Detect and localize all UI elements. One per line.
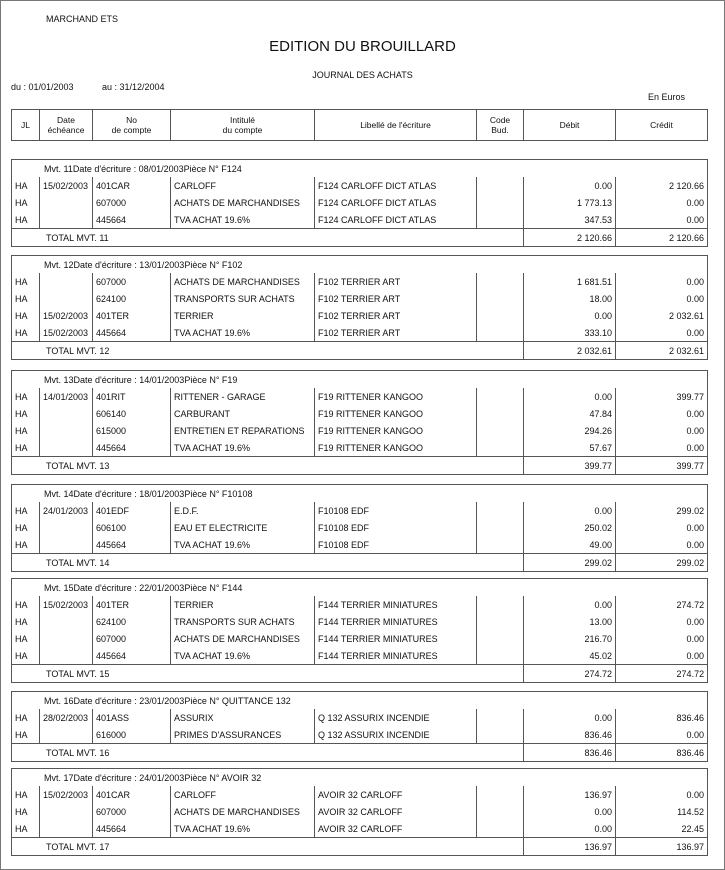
movement-total: [12, 665, 708, 683]
cell-account: 445664: [93, 647, 171, 665]
cell-account: 616000: [93, 726, 171, 744]
cell-label: AVOIR 32 CARLOFF: [315, 803, 477, 820]
movement-total: [12, 229, 708, 247]
cell-debit: 250.02: [524, 519, 616, 536]
entry-date: Date d'écriture : 24/01/2003: [73, 772, 185, 783]
cell-date: [40, 820, 93, 838]
cell-label: AVOIR 32 CARLOFF: [315, 786, 477, 803]
cell-budget: [477, 194, 524, 211]
col-date-echeance: Date échéance: [40, 110, 93, 141]
movement-header: [12, 579, 708, 597]
cell-budget: [477, 177, 524, 194]
cell-account-name: CARBURANT: [171, 405, 315, 422]
movement-header: [12, 160, 708, 178]
cell-jl: HA: [12, 630, 40, 647]
cell-jl: HA: [12, 324, 40, 342]
cell-debit: 18.00: [524, 290, 616, 307]
cell-budget: [477, 405, 524, 422]
cell-debit: 0.00: [524, 177, 616, 194]
cell-label: F144 TERRIER MINIATURES: [315, 647, 477, 665]
cell-date: [40, 405, 93, 422]
entry-date: Date d'écriture : 13/01/2003: [73, 259, 185, 270]
cell-debit: 0.00: [524, 388, 616, 405]
cell-label: AVOIR 32 CARLOFF: [315, 820, 477, 838]
table-row: [12, 502, 708, 519]
cell-credit: 22.45: [616, 820, 708, 838]
movement-total: [12, 744, 708, 762]
cell-credit: 0.00: [616, 290, 708, 307]
table-row: [12, 177, 708, 194]
cell-debit: 294.26: [524, 422, 616, 439]
cell-label: Q 132 ASSURIX INCENDIE: [315, 709, 477, 726]
cell-label: Q 132 ASSURIX INCENDIE: [315, 726, 477, 744]
total-label: TOTAL MVT. 14: [12, 554, 524, 572]
movement-total: [12, 554, 708, 572]
cell-debit: 1 773.13: [524, 194, 616, 211]
cell-credit: 0.00: [616, 647, 708, 665]
cell-credit: 0.00: [616, 405, 708, 422]
movement-number: Mvt. 16: [44, 695, 74, 706]
cell-credit: 0.00: [616, 536, 708, 554]
movement-block: [11, 578, 708, 683]
cell-budget: [477, 613, 524, 630]
cell-budget: [477, 290, 524, 307]
cell-date: [40, 422, 93, 439]
cell-debit: 0.00: [524, 596, 616, 613]
cell-budget: [477, 307, 524, 324]
cell-label: F102 TERRIER ART: [315, 273, 477, 290]
cell-label: F19 RITTENER KANGOO: [315, 439, 477, 457]
entry-date: Date d'écriture : 22/01/2003: [73, 582, 185, 593]
total-debit: 2 032.61: [524, 342, 616, 360]
cell-debit: 1 681.51: [524, 273, 616, 290]
cell-date: [40, 613, 93, 630]
movement-number: Mvt. 15: [44, 582, 74, 593]
movement-header: [12, 485, 708, 503]
cell-credit: 0.00: [616, 324, 708, 342]
cell-account-name: TVA ACHAT 19.6%: [171, 439, 315, 457]
table-row: [12, 290, 708, 307]
table-row: [12, 405, 708, 422]
movement-block: [11, 370, 708, 475]
cell-label: F102 TERRIER ART: [315, 290, 477, 307]
cell-account-name: ACHATS DE MARCHANDISES: [171, 194, 315, 211]
cell-account-name: RITTENER - GARAGE: [171, 388, 315, 405]
movement-total: [12, 457, 708, 475]
cell-label: F144 TERRIER MINIATURES: [315, 630, 477, 647]
total-credit: 2 032.61: [616, 342, 708, 360]
movement-number: Mvt. 14: [44, 488, 74, 499]
cell-budget: [477, 211, 524, 229]
cell-jl: HA: [12, 307, 40, 324]
cell-budget: [477, 324, 524, 342]
cell-date: [40, 290, 93, 307]
cell-credit: 0.00: [616, 786, 708, 803]
movement-block: [11, 159, 708, 247]
cell-date: 14/01/2003: [40, 388, 93, 405]
cell-date: [40, 211, 93, 229]
cell-credit: 0.00: [616, 519, 708, 536]
cell-account-name: E.D.F.: [171, 502, 315, 519]
col-code-bud: Code Bud.: [477, 110, 524, 141]
cell-account: 445664: [93, 324, 171, 342]
cell-account: 401CAR: [93, 177, 171, 194]
cell-label: F19 RITTENER KANGOO: [315, 405, 477, 422]
cell-budget: [477, 388, 524, 405]
total-credit: 836.46: [616, 744, 708, 762]
cell-budget: [477, 422, 524, 439]
cell-account: 401RIT: [93, 388, 171, 405]
total-credit: 399.77: [616, 457, 708, 475]
cell-credit: 0.00: [616, 194, 708, 211]
cell-debit: 47.84: [524, 405, 616, 422]
movement-header: [12, 692, 708, 710]
col-jl: JL: [12, 110, 40, 141]
cell-label: F144 TERRIER MINIATURES: [315, 596, 477, 613]
total-label: TOTAL MVT. 17: [12, 838, 524, 856]
entry-date: Date d'écriture : 23/01/2003: [73, 695, 185, 706]
cell-budget: [477, 630, 524, 647]
entry-date: Date d'écriture : 14/01/2003: [73, 374, 185, 385]
page-title: EDITION DU BROUILLARD: [269, 38, 456, 55]
cell-account: 607000: [93, 803, 171, 820]
cell-account-name: ACHATS DE MARCHANDISES: [171, 803, 315, 820]
table-row: [12, 820, 708, 838]
cell-jl: HA: [12, 726, 40, 744]
cell-budget: [477, 726, 524, 744]
cell-budget: [477, 709, 524, 726]
cell-credit: 0.00: [616, 726, 708, 744]
piece-number: Pièce N° F144: [184, 582, 243, 593]
cell-credit: 274.72: [616, 596, 708, 613]
cell-account-name: TVA ACHAT 19.6%: [171, 536, 315, 554]
table-row: [12, 596, 708, 613]
cell-account: 401TER: [93, 596, 171, 613]
cell-jl: HA: [12, 596, 40, 613]
cell-jl: HA: [12, 613, 40, 630]
movement-number: Mvt. 12: [44, 259, 74, 270]
cell-account-name: TRANSPORTS SUR ACHATS: [171, 290, 315, 307]
cell-date: 15/02/2003: [40, 177, 93, 194]
cell-debit: 836.46: [524, 726, 616, 744]
cell-debit: 0.00: [524, 307, 616, 324]
cell-account: 607000: [93, 194, 171, 211]
cell-debit: 216.70: [524, 630, 616, 647]
piece-number: Pièce N° F124: [183, 163, 242, 174]
cell-date: 15/02/2003: [40, 786, 93, 803]
cell-credit: 399.77: [616, 388, 708, 405]
cell-label: F124 CARLOFF DICT ATLAS: [315, 177, 477, 194]
table-row: [12, 613, 708, 630]
cell-jl: HA: [12, 422, 40, 439]
cell-date: [40, 647, 93, 665]
cell-credit: 0.00: [616, 613, 708, 630]
cell-credit: 114.52: [616, 803, 708, 820]
table-row: [12, 194, 708, 211]
cell-jl: HA: [12, 709, 40, 726]
cell-account: 445664: [93, 439, 171, 457]
entry-date: Date d'écriture : 08/01/2003: [72, 163, 184, 174]
table-row: [12, 388, 708, 405]
currency-label: En Euros: [648, 92, 686, 102]
cell-budget: [477, 820, 524, 838]
movement-number: Mvt. 11: [44, 163, 73, 174]
total-debit: 274.72: [524, 665, 616, 683]
table-row: [12, 273, 708, 290]
cell-credit: 0.00: [616, 630, 708, 647]
cell-budget: [477, 439, 524, 457]
cell-credit: 2 032.61: [616, 307, 708, 324]
cell-label: F144 TERRIER MINIATURES: [315, 613, 477, 630]
cell-date: [40, 803, 93, 820]
cell-date: [40, 536, 93, 554]
cell-account-name: TRANSPORTS SUR ACHATS: [171, 613, 315, 630]
total-credit: 2 120.66: [616, 229, 708, 247]
cell-account-name: TVA ACHAT 19.6%: [171, 211, 315, 229]
company-name: MARCHAND ETS: [46, 14, 119, 24]
cell-debit: 333.10: [524, 324, 616, 342]
cell-label: F10108 EDF: [315, 502, 477, 519]
cell-jl: HA: [12, 536, 40, 554]
cell-label: F124 CARLOFF DICT ATLAS: [315, 194, 477, 211]
piece-number: Pièce N° F10108: [184, 488, 253, 499]
table-row: [12, 786, 708, 803]
cell-credit: 2 120.66: [616, 177, 708, 194]
table-row: [12, 324, 708, 342]
table-row: [12, 439, 708, 457]
cell-jl: HA: [12, 405, 40, 422]
table-row: [12, 630, 708, 647]
cell-credit: 0.00: [616, 422, 708, 439]
cell-jl: HA: [12, 290, 40, 307]
journal-name: JOURNAL DES ACHATS: [312, 70, 413, 80]
cell-date: 28/02/2003: [40, 709, 93, 726]
cell-credit: 836.46: [616, 709, 708, 726]
cell-date: [40, 519, 93, 536]
cell-account: 624100: [93, 290, 171, 307]
table-row: [12, 307, 708, 324]
cell-account: 401CAR: [93, 786, 171, 803]
movement-block: [11, 484, 708, 572]
cell-budget: [477, 803, 524, 820]
table-row: [12, 709, 708, 726]
col-libelle: Libellé de l'écriture: [315, 110, 477, 141]
cell-account-name: TERRIER: [171, 596, 315, 613]
cell-debit: 57.67: [524, 439, 616, 457]
cell-jl: HA: [12, 786, 40, 803]
cell-date: 24/01/2003: [40, 502, 93, 519]
total-label: TOTAL MVT. 11: [12, 229, 524, 247]
cell-account-name: CARLOFF: [171, 177, 315, 194]
cell-jl: HA: [12, 388, 40, 405]
cell-debit: 0.00: [524, 820, 616, 838]
cell-account-name: CARLOFF: [171, 786, 315, 803]
cell-date: 15/02/2003: [40, 324, 93, 342]
cell-date: [40, 630, 93, 647]
cell-account-name: PRIMES D'ASSURANCES: [171, 726, 315, 744]
col-debit: Débit: [524, 110, 616, 141]
cell-jl: HA: [12, 439, 40, 457]
cell-budget: [477, 786, 524, 803]
cell-budget: [477, 519, 524, 536]
table-row: [12, 647, 708, 665]
cell-jl: HA: [12, 211, 40, 229]
cell-account: 445664: [93, 820, 171, 838]
cell-label: F19 RITTENER KANGOO: [315, 388, 477, 405]
cell-debit: 45.02: [524, 647, 616, 665]
cell-date: [40, 273, 93, 290]
cell-credit: 0.00: [616, 439, 708, 457]
cell-label: F19 RITTENER KANGOO: [315, 422, 477, 439]
cell-jl: HA: [12, 273, 40, 290]
total-credit: 274.72: [616, 665, 708, 683]
cell-jl: HA: [12, 194, 40, 211]
cell-date: [40, 439, 93, 457]
total-label: TOTAL MVT. 12: [12, 342, 524, 360]
piece-number: Pièce N° F19: [184, 374, 238, 385]
table-row: [12, 803, 708, 820]
cell-account: 401ASS: [93, 709, 171, 726]
total-label: TOTAL MVT. 16: [12, 744, 524, 762]
cell-account: 624100: [93, 613, 171, 630]
period-from: du : 01/01/2003: [11, 82, 74, 92]
cell-date: [40, 726, 93, 744]
cell-account-name: EAU ET ELECTRICITE: [171, 519, 315, 536]
cell-debit: 0.00: [524, 803, 616, 820]
table-row: [12, 422, 708, 439]
column-header: [11, 109, 708, 141]
cell-account-name: TVA ACHAT 19.6%: [171, 324, 315, 342]
cell-account: 445664: [93, 211, 171, 229]
cell-debit: 0.00: [524, 502, 616, 519]
cell-date: 15/02/2003: [40, 307, 93, 324]
entry-date: Date d'écriture : 18/01/2003: [73, 488, 185, 499]
movement-block: [11, 255, 708, 360]
table-row: [12, 536, 708, 554]
cell-account: 445664: [93, 536, 171, 554]
table-row: [12, 726, 708, 744]
movement-block: [11, 768, 708, 856]
cell-label: F102 TERRIER ART: [315, 324, 477, 342]
cell-jl: HA: [12, 519, 40, 536]
cell-credit: 299.02: [616, 502, 708, 519]
cell-account: 401TER: [93, 307, 171, 324]
col-credit: Crédit: [616, 110, 708, 141]
cell-account-name: ACHATS DE MARCHANDISES: [171, 273, 315, 290]
piece-number: Pièce N° F102: [184, 259, 243, 270]
cell-account: 607000: [93, 273, 171, 290]
movement-header: [12, 769, 708, 787]
total-debit: 399.77: [524, 457, 616, 475]
cell-jl: HA: [12, 647, 40, 665]
total-debit: 136.97: [524, 838, 616, 856]
cell-account: 401EDF: [93, 502, 171, 519]
cell-jl: HA: [12, 803, 40, 820]
piece-number: Pièce N° QUITTANCE 132: [184, 695, 291, 706]
movement-header: [12, 371, 708, 389]
movement-number: Mvt. 13: [44, 374, 74, 385]
cell-label: F10108 EDF: [315, 536, 477, 554]
cell-jl: HA: [12, 820, 40, 838]
cell-debit: 136.97: [524, 786, 616, 803]
period-to: au : 31/12/2004: [102, 82, 165, 92]
piece-number: Pièce N° AVOIR 32: [184, 772, 262, 783]
cell-account-name: TERRIER: [171, 307, 315, 324]
cell-budget: [477, 647, 524, 665]
cell-credit: 0.00: [616, 273, 708, 290]
cell-label: F10108 EDF: [315, 519, 477, 536]
movement-header: [12, 256, 708, 274]
cell-account-name: TVA ACHAT 19.6%: [171, 647, 315, 665]
total-debit: 299.02: [524, 554, 616, 572]
cell-budget: [477, 536, 524, 554]
total-debit: 836.46: [524, 744, 616, 762]
cell-jl: HA: [12, 177, 40, 194]
movement-total: [12, 342, 708, 360]
cell-account: 606100: [93, 519, 171, 536]
cell-account: 615000: [93, 422, 171, 439]
cell-budget: [477, 596, 524, 613]
cell-credit: 0.00: [616, 211, 708, 229]
cell-label: F102 TERRIER ART: [315, 307, 477, 324]
cell-account-name: TVA ACHAT 19.6%: [171, 820, 315, 838]
cell-budget: [477, 273, 524, 290]
cell-label: F124 CARLOFF DICT ATLAS: [315, 211, 477, 229]
cell-debit: 13.00: [524, 613, 616, 630]
cell-date: [40, 194, 93, 211]
movement-total: [12, 838, 708, 856]
cell-account-name: ASSURIX: [171, 709, 315, 726]
cell-budget: [477, 502, 524, 519]
table-row: [12, 519, 708, 536]
total-label: TOTAL MVT. 15: [12, 665, 524, 683]
col-intitule: Intitulé du compte: [171, 110, 315, 141]
total-credit: 136.97: [616, 838, 708, 856]
cell-debit: 49.00: [524, 536, 616, 554]
cell-date: 15/02/2003: [40, 596, 93, 613]
cell-debit: 0.00: [524, 709, 616, 726]
cell-account: 607000: [93, 630, 171, 647]
cell-jl: HA: [12, 502, 40, 519]
col-no-compte: No de compte: [93, 110, 171, 141]
cell-account-name: ACHATS DE MARCHANDISES: [171, 630, 315, 647]
total-debit: 2 120.66: [524, 229, 616, 247]
movement-block: [11, 691, 708, 762]
total-label: TOTAL MVT. 13: [12, 457, 524, 475]
cell-debit: 347.53: [524, 211, 616, 229]
table-row: [12, 211, 708, 229]
cell-account: 606140: [93, 405, 171, 422]
cell-account-name: ENTRETIEN ET REPARATIONS: [171, 422, 315, 439]
movement-number: Mvt. 17: [44, 772, 74, 783]
total-credit: 299.02: [616, 554, 708, 572]
